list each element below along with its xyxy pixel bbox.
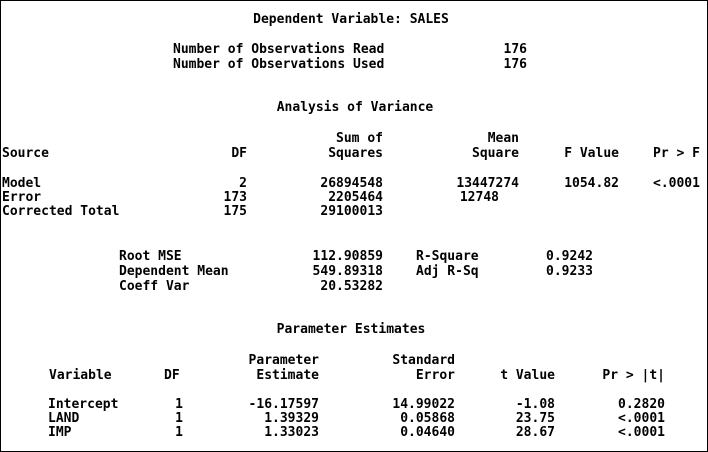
anova-ss-cell: 26894548: [320, 176, 383, 191]
param-t-cell: 23.75: [515, 411, 555, 426]
param-variable-cell: IMP: [48, 425, 72, 440]
anova-header-source: Source: [2, 146, 49, 161]
anova-source-cell: Corrected Total: [2, 204, 120, 219]
anova-ss-cell: 29100013: [320, 204, 383, 219]
anova-p-cell: <.0001: [653, 176, 700, 191]
anova-header-df: DF: [231, 146, 247, 161]
param-t-cell: 28.67: [515, 425, 555, 440]
fit-label: Dependent Mean: [119, 264, 229, 279]
anova-ms-cell: 12748: [459, 190, 499, 205]
params-header-est-top: Parameter: [248, 353, 319, 368]
fit-label: Coeff Var: [119, 279, 190, 294]
param-se-cell: 14.99022: [392, 397, 455, 412]
params-header-df: DF: [164, 368, 180, 383]
param-variable-cell: Intercept: [48, 397, 119, 412]
observations-used-value: 176: [503, 57, 527, 72]
anova-header-ss-bottom: Squares: [328, 146, 383, 161]
anova-source-cell: Model: [2, 176, 42, 191]
anova-title: Analysis of Variance: [276, 100, 434, 115]
anova-df-cell: 175: [223, 204, 247, 219]
anova-header-ms-bottom: Square: [472, 146, 519, 161]
param-p-cell: 0.2820: [618, 397, 665, 412]
params-header-se-bottom: Error: [415, 368, 455, 383]
param-estimate-cell: 1.33023: [264, 425, 319, 440]
params-header-variable: Variable: [49, 368, 112, 383]
fit-label-2: Adj R-Sq: [416, 264, 479, 279]
param-df-cell: 1: [175, 411, 183, 426]
param-df-cell: 1: [175, 425, 183, 440]
dependent-variable-title: Dependent Variable: SALES: [253, 12, 449, 27]
param-estimate-cell: -16.17597: [248, 397, 319, 412]
params-header-se-top: Standard: [392, 353, 455, 368]
param-p-cell: <.0001: [618, 425, 665, 440]
param-variable-cell: LAND: [48, 411, 80, 426]
params-header-est-bottom: Estimate: [256, 368, 319, 383]
param-se-cell: 0.05868: [400, 411, 455, 426]
anova-ss-cell: 2205464: [328, 190, 383, 205]
observations-read-value: 176: [503, 42, 527, 57]
fit-label: Root MSE: [119, 249, 182, 264]
fit-value: 20.53282: [320, 279, 383, 294]
param-p-cell: <.0001: [618, 411, 665, 426]
observations-used-label: Number of Observations Used: [173, 57, 385, 72]
anova-ms-cell: 13447274: [456, 176, 519, 191]
params-header-t: t Value: [500, 368, 555, 383]
anova-header-ss-top: Sum of: [336, 131, 383, 146]
param-t-cell: -1.08: [515, 397, 555, 412]
anova-df-cell: 2: [239, 176, 247, 191]
param-estimate-cell: 1.39329: [264, 411, 319, 426]
fit-value-2: 0.9233: [546, 264, 593, 279]
anova-f-cell: 1054.82: [564, 176, 619, 191]
params-title: Parameter Estimates: [276, 322, 426, 337]
params-header-p: Pr > |t|: [602, 368, 665, 383]
anova-source-cell: Error: [2, 190, 42, 205]
anova-header-p: Pr > F: [653, 146, 700, 161]
anova-df-cell: 173: [223, 190, 247, 205]
fit-value-2: 0.9242: [546, 249, 593, 264]
fit-label-2: R-Square: [416, 249, 479, 264]
anova-header-f: F Value: [564, 146, 619, 161]
param-df-cell: 1: [175, 397, 183, 412]
observations-read-label: Number of Observations Read: [173, 42, 385, 57]
anova-header-ms-top: Mean: [487, 131, 519, 146]
param-se-cell: 0.04640: [400, 425, 455, 440]
fit-value: 549.89318: [312, 264, 383, 279]
fit-value: 112.90859: [312, 249, 383, 264]
